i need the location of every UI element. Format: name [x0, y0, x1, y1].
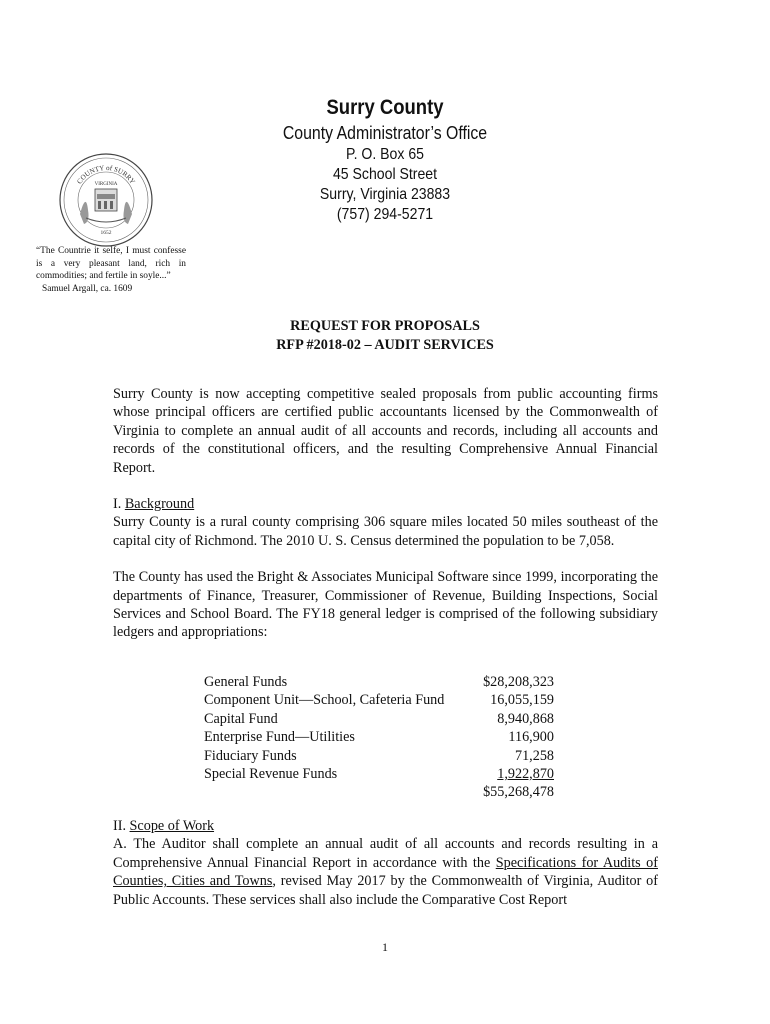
scope-text-start: A. The Auditor shall complete an annual audit of all accounts and records resulting in a Comprehensive Annual Financial Report in accordance with the: [113, 836, 658, 871]
document-title: [200, 317, 570, 355]
page-number: 1: [382, 940, 388, 954]
scope-section: [113, 817, 658, 909]
seal-state-text: VIRGINIA: [94, 182, 118, 187]
appropriation-total: $55,268,478: [483, 784, 554, 801]
historical-quote: [36, 245, 186, 295]
background-heading-number: I.: [113, 496, 125, 512]
appropriation-row: [204, 747, 554, 765]
appropriation-amount: 16,055,159: [490, 692, 554, 709]
appropriation-amount: 1,922,870: [497, 766, 554, 783]
appropriation-row: [204, 728, 554, 746]
quote-text: “The Countrie it selfe, I must confesse is a very pleasant land, rich in commodities; and fertile in soyle...”: [36, 246, 186, 282]
background-paragraph-1: Surry County is a rural county comprising 306 square miles located 50 miles southeast of the capital city of Richmond. The 2010 U. S. Census determined the population to be 7,058.: [113, 514, 658, 549]
appropriation-label: General Funds: [204, 674, 288, 690]
county-seal-icon: [58, 152, 154, 248]
appropriation-row: [204, 710, 554, 728]
appropriation-label: Capital Fund: [204, 710, 278, 727]
address-line-po-box: P. O. Box 65: [345, 146, 425, 163]
background-paragraph-2: The County has used the Bright & Associates Municipal Software since 1999, incorporating the departments of Finance, Treasurer, Commissioner of Revenue, Building Inspections, Social Services and School Board. The FY18 general ledger is comprised of the following subsidiary ledgers and appropriations:: [113, 569, 658, 641]
scope-heading-text: Scope of Work: [129, 818, 215, 834]
title-line-1: REQUEST FOR PROPOSALS: [290, 318, 480, 334]
appropriation-label: Fiduciary Funds: [204, 747, 297, 764]
phone-number: (757) 294-5271: [336, 206, 434, 223]
appropriation-amount: 8,940,868: [497, 710, 554, 727]
title-line-2: RFP #2018-02 – AUDIT SERVICES: [276, 337, 494, 353]
scope-paragraph-a: [113, 835, 658, 909]
quote-attribution: Samuel Argall, ca. 1609: [42, 283, 133, 294]
letterhead: [230, 95, 540, 225]
appropriation-label: Special Revenue Funds: [204, 766, 338, 783]
intro-paragraph: [113, 385, 658, 477]
seal-year-text: 1652: [100, 230, 112, 236]
background-heading-text: Background: [124, 496, 195, 512]
scope-heading-number: II.: [113, 818, 130, 834]
appropriation-total-row: [204, 783, 554, 801]
specifications-reference: Specifications for Audits of Counties, Cities and Towns: [113, 854, 658, 890]
appropriation-label: Enterprise Fund—Utilities: [204, 729, 355, 746]
appropriation-label: Component Unit—School, Cafeteria Fund: [204, 692, 445, 709]
scope-heading: [113, 817, 658, 835]
appropriation-amount: 116,900: [508, 729, 554, 746]
intro-text: Surry County is now accepting competitive sealed proposals from public accounting firms whose principal officers are certified public accountants licensed by the Commonwealth of Virginia to complete an annual audit of all accounts and records, including all accounts and records of the constitutional officers, and the resulting Comprehensive Annual Financial Report.: [113, 386, 658, 476]
seal-top-text: COUNTY of SURRY: [75, 163, 137, 186]
appropriation-amount: 71,258: [514, 747, 554, 764]
office-name: County Administrator’s Office: [282, 123, 488, 143]
background-section: [113, 495, 658, 642]
appropriations-table: [204, 673, 554, 802]
appropriation-row: [204, 765, 554, 783]
appropriation-amount: $28,208,323: [483, 674, 554, 690]
appropriation-row: [204, 691, 554, 709]
address-line-city: Surry, Virginia 23883: [319, 186, 451, 203]
scope-text-end: , revised May 2017 by the Commonwealth of Virginia, Auditor of Public Accounts. These services shall also include the Comparative Cost Report: [113, 873, 658, 908]
background-heading: [113, 495, 658, 513]
county-name: Surry County: [326, 96, 444, 119]
address-line-street: 45 School Street: [332, 166, 438, 183]
appropriation-row: [204, 673, 554, 691]
